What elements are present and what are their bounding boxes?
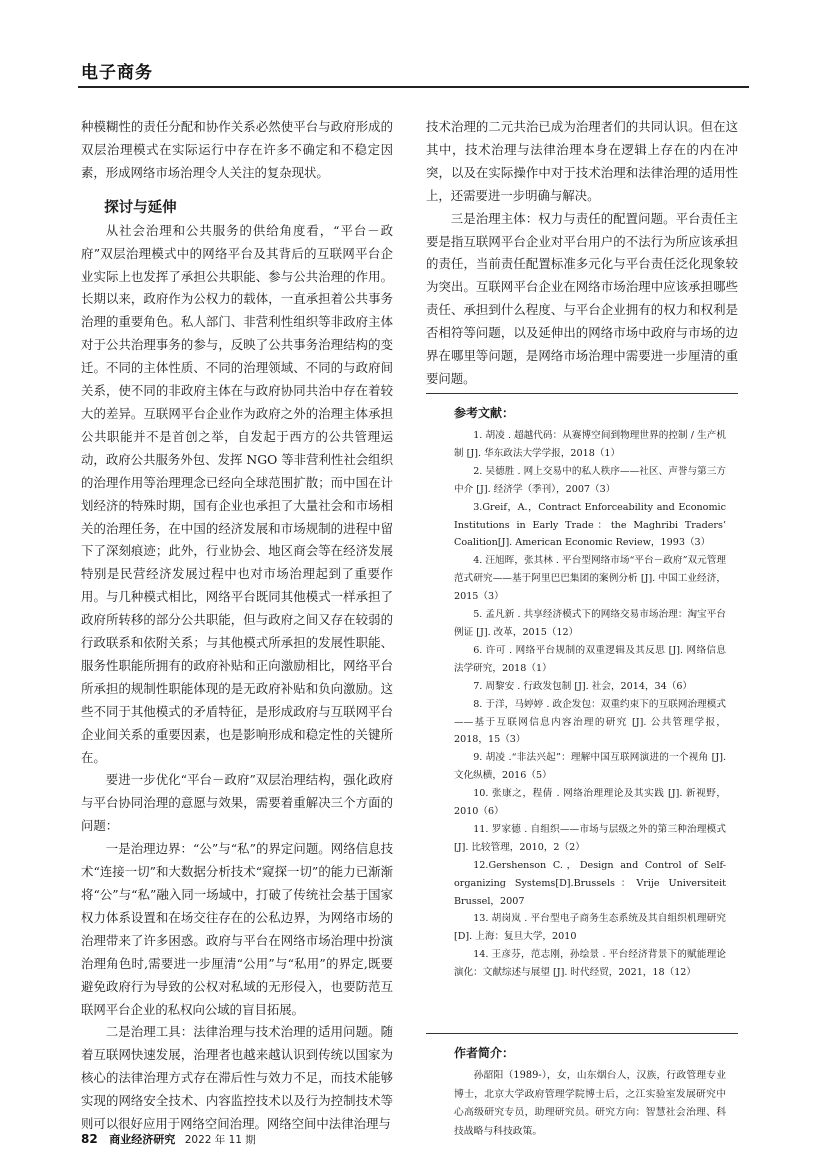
body-paragraph: 一是治理边界：“公”与“私”的界定问题。网络信息技术“连接一切”和大数据分析技术“窥探一切”的能力已渐渐将“公”与“私”融入同一场域中，打破了传统社会基于国家权力体系设置和在场交往存在的公私边界，为网络市场的治理带来了许多困惑。政府与平台在网络市场治理中扮演治理角色时,需要进一步厘清“公用”与“私用”的界定,既要避免政府行为导致的公权对私域的无形侵入，也要防范互联网平台企业的私权向公域的盲目拓展。 (81, 841, 393, 1017)
reference-item: 7. 周黎安 . 行政发包制 [J]. 社会，2014，34（6） (473, 680, 693, 692)
bio-heading: 作者简介： (454, 1046, 515, 1060)
left-column (81, 116, 393, 1136)
page-number: 82 (81, 1132, 98, 1146)
reference-item: 13. 胡岗岚 . 平台型电子商务生态系统及其自组织机理研究 [D]. 上海：复旦大学，2010 (454, 913, 726, 943)
reference-item: 1. 胡凌 . 超越代码：从赛博空间到物理世界的控制 / 生产机制 [J]. 华东政法大学学报，2018（1） (454, 430, 726, 459)
body-paragraph: 从社会治理和公共服务的供给角度看，“平台－政府”双层治理模式中的网络平台及其背后的互联网平台企业实际上也发挥了承担公共职能、参与公共治理的作用。长期以来，政府作为公权力的载体，一直承担着公共事务治理的重要角色。私人部门、非营利性组织等非政府主体对于公共治理事务的参与，反映了公共事务治理结构的变迁。不同的主体性质、不同的治理领域、不同的与政府间关系，使不同的非政府主体在与政府协同共治中存在着较大的差异。互联网平台企业作为政府之外的治理主体承担公共职能并不是首创之举，自发起于西方的公共管理运动，政府公共服务外包、发挥 NGO 等非营利性社会组织的治理作用等治理理念已经向全球范围扩散；而中国在计划经济的特殊时期，国有企业也承担了大量社会和市场相关的治理任务，在中国的经济发展和市场规制的进程中留下了深刻痕迹；此外，行业协会、地区商会等在经济发展特别是民营经济发展过程中也对市场治理起到了重要作用。与几种模式相比，网络平台既同其他模式一样承担了政府所转移的部分公共职能，但与政府之间又存在较弱的行政联系和依附关系；与其他模式所承担的发展性职能、服务性职能所拥有的政府补贴和正向激励相比，网络平台所承担的规制性职能体现的是无政府补贴和负向激励。这些不同于其他模式的矛盾特征，是形成政府与互联网平台企业间关系的重要因素，也是影响形成和稳定性的关键所在。 (81, 222, 393, 765)
reference-item: 4. 汪旭晖，张其林 . 平台型网络市场“平台－政府”双元管理范式研究——基于阿里巴巴集团的案例分析 [J]. 中国工业经济，2015（3） (454, 555, 726, 603)
journal-name: 商业经济研究 (109, 1133, 176, 1146)
reference-item: 6. 许可 . 网络平台规制的双重逻辑及其反思 [J]. 网络信息法学研究，2018（1） (454, 644, 726, 674)
bio-divider (426, 1033, 738, 1034)
page-footer (81, 1131, 256, 1147)
references-box (426, 393, 738, 982)
references-heading: 参考文献： (454, 406, 515, 420)
journal-issue: 2022 年 11 期 (184, 1134, 256, 1146)
reference-item: 14. 王彦芬，范志刚，孙绘景 . 平台经济背景下的赋能理论演化：文献综述与展望 [J]. 时代经贸，2021，18（12） (454, 949, 726, 979)
reference-item: 3.Greif，A.，Contract Enforceability and Economic Institutions in Early Trade：the Maghribi Traders’ Coalition[J]. American Economic Review，1993（3） (454, 501, 726, 549)
reference-item: 8. 于洋，马婷婷 . 政企发包：双重约束下的互联网治理模式——基于互联网信息内容治理的研究 [J]. 公共管理学报，2018，15（3） (454, 698, 726, 746)
intro-paragraph: 种模糊性的责任分配和协作关系必然使平台与政府形成的双层治理模式在实际运行中存在许多不确定和不稳定因素，形成网络市场治理令人关注的复杂现状。 (81, 119, 393, 180)
author-bio-box (426, 1033, 738, 1141)
body-paragraph: 要进一步优化“平台－政府”双层治理结构，强化政府与平台协同治理的意愿与效果，需要着重解决三个方面的问题： (81, 772, 393, 834)
reference-item: 10. 张康之，程倩 . 网络治理理论及其实践 [J]. 新视野，2010（6） (454, 788, 726, 818)
references-list (454, 427, 726, 982)
header-divider (78, 86, 749, 88)
body-paragraph: 三是治理主体：权力与责任的配置问题。平台责任主要是指互联网平台企业对平台用户的不法行为所应该承担的责任，当前责任配置标准多元化与平台责任泛化现象较为突出。互联网平台企业在网络市场治理中应该承担哪些责任、承担到什么程度、与平台企业拥有的权力和权利是否相符等问题，以及延伸出的网络市场中政府与市场的边界在哪里等问题，是网络市场治理中需要进一步厘清的重要问题。 (426, 210, 738, 386)
reference-item: 12.Gershenson C.，Design and Control of Self-organizing Systems[D].Brussels：Vrije Universiteit Brussel，2007 (454, 859, 726, 907)
right-column (426, 116, 738, 391)
body-paragraph: 二是治理工具：法律治理与技术治理的适用问题。随着互联网快速发展，治理者也越来越认识到传统以国家为核心的法律治理方式存在滞后性与效力不足，而技术能够实现的网络安全技术、内容监控技术以及行为控制技术等则可以很好应用于网络空间治理。网络空间中法律治理与 (81, 1024, 393, 1132)
reference-item: 2. 吴德胜 . 网上交易中的私人秩序——社区、声誉与第三方中介 [J]. 经济学（季刊），2007（3） (454, 465, 726, 495)
section-heading: 探讨与延伸 (104, 199, 177, 216)
body-paragraph: 技术治理的二元共治已成为治理者们的共同认识。但在这其中，技术治理与法律治理本身在逻辑上存在的内在冲突，以及在实际操作中对于技术治理和法律治理的适用性上，还需要进一步明确与解决。 (426, 119, 738, 203)
reference-item: 11. 罗家德 . 自组织——市场与层级之外的第三种治理模式 [J]. 比较管理，2010，2（2） (454, 823, 726, 853)
section-title: 电子商务 (81, 63, 153, 83)
reference-item: 9. 胡凌 .“非法兴起”：理解中国互联网演进的一个视角 [J]. 文化纵横，2016（5） (454, 752, 726, 782)
reference-item: 5. 孟凡新 . 共享经济模式下的网络交易市场治理：淘宝平台例证 [J]. 改革，2015（12） (454, 609, 726, 638)
references-divider (426, 393, 738, 394)
bio-text: 孙韶阳（1989-），女，山东烟台人，汉族，行政管理专业博士，北京大学政府管理学院博士后，之江实验室发展研究中心高级研究专员，助理研究员。研究方向：智慧社会治理、科技战略与科技政策。 (454, 1070, 726, 1137)
